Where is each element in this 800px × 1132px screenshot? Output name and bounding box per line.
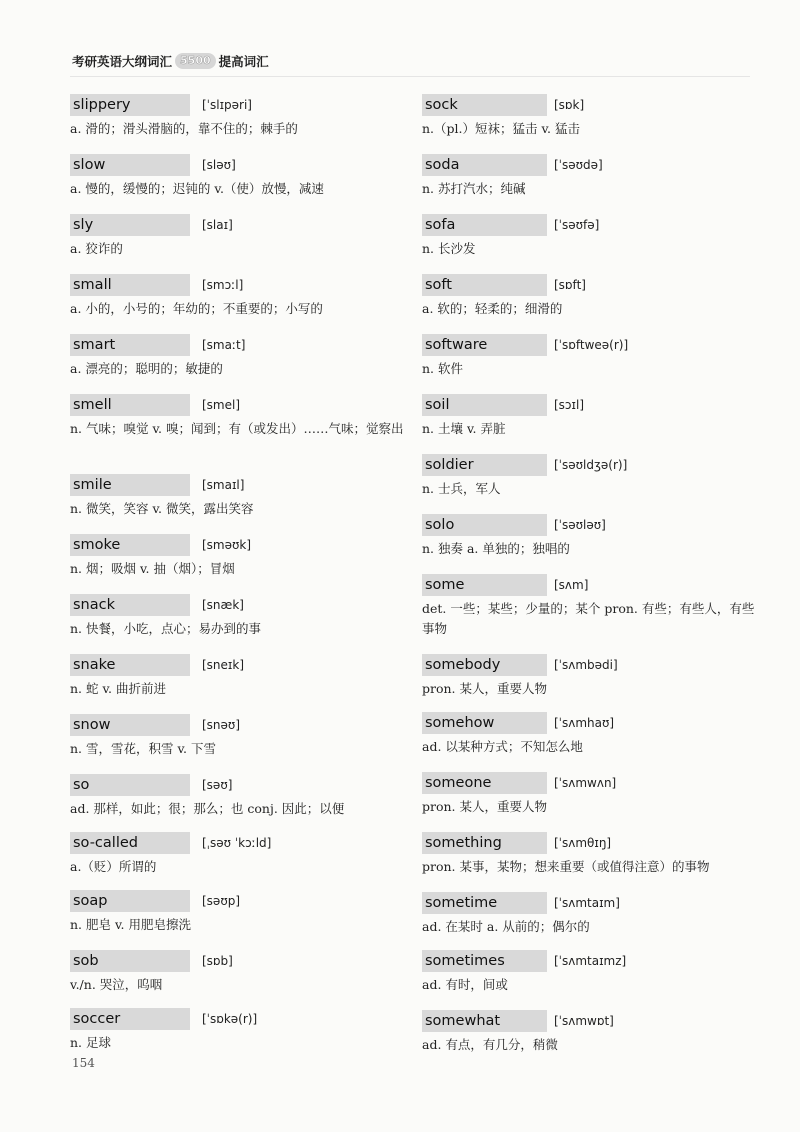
word-entry-some	[422, 574, 757, 639]
phonetic: [smaɪl]	[202, 478, 245, 492]
word-entry-slow	[70, 154, 405, 199]
headword: smell	[70, 394, 190, 416]
word-row	[422, 514, 757, 536]
word-row	[70, 774, 405, 796]
header-title-left: 考研英语大纲词汇	[72, 54, 173, 69]
word-entry-so	[70, 774, 405, 819]
word-row	[422, 214, 757, 236]
headword: somehow	[422, 712, 547, 734]
word-entry-somebody	[422, 654, 757, 699]
header-title-right: 提高词汇	[218, 54, 269, 69]
word-entry-somewhat	[422, 1010, 757, 1055]
word-entry-slippery	[70, 94, 405, 139]
word-row	[422, 454, 757, 476]
definition: ad. 以某种方式；不知怎么地	[422, 739, 583, 754]
word-entry-small	[70, 274, 405, 319]
word-row	[422, 574, 757, 596]
word-row	[70, 274, 405, 296]
headword: somewhat	[422, 1010, 547, 1032]
headword: sometime	[422, 892, 547, 914]
definition: ad. 在某时 a. 从前的；偶尔的	[422, 919, 590, 934]
headword: smoke	[70, 534, 190, 556]
definition: n. 蛇 v. 曲折前进	[70, 681, 166, 696]
word-entry-soft	[422, 274, 757, 319]
word-row	[70, 654, 405, 676]
headword: something	[422, 832, 547, 854]
word-row	[70, 154, 405, 176]
word-row	[70, 474, 405, 496]
word-entry-solo	[422, 514, 757, 559]
phonetic: [smel]	[202, 398, 241, 412]
headword: sob	[70, 950, 190, 972]
phonetic: [ˈsʌmtaɪmz]	[554, 954, 627, 968]
word-entry-smile	[70, 474, 405, 519]
word-row	[70, 394, 405, 416]
phonetic: [ˈsɒftweə(r)]	[554, 338, 629, 352]
phonetic: [smɔːl]	[202, 278, 244, 292]
headword: so	[70, 774, 190, 796]
definition: a. 慢的，缓慢的；迟钝的 v.（使）放慢，减速	[70, 181, 324, 196]
phonetic: [sʌm]	[554, 578, 589, 592]
definition: ad. 有点，有几分，稍微	[422, 1037, 558, 1052]
word-entry-soldier	[422, 454, 757, 499]
definition: pron. 某事，某物；想来重要（或值得注意）的事物	[422, 859, 710, 874]
word-entry-snack	[70, 594, 405, 639]
word-row	[422, 654, 757, 676]
phonetic: [ˈsəʊləʊ]	[554, 518, 606, 532]
headword: soda	[422, 154, 547, 176]
word-entry-smoke	[70, 534, 405, 579]
word-row	[70, 832, 405, 854]
word-entry-sly	[70, 214, 405, 259]
word-row	[70, 534, 405, 556]
phonetic: [ˈslɪpəri]	[202, 98, 252, 112]
phonetic: [sɒb]	[202, 954, 233, 968]
page-number: 154	[72, 1056, 95, 1070]
word-entry-sometime	[422, 892, 757, 937]
definition: a. 滑的；滑头滑脑的，靠不住的；棘手的	[70, 121, 298, 136]
definition: n. 快餐，小吃，点心；易办到的事	[70, 621, 261, 636]
phonetic: [ˈsɒkə(r)]	[202, 1012, 258, 1026]
definition: n. 长沙发	[422, 241, 476, 256]
word-entry-soil	[422, 394, 757, 439]
header-badge: 5500	[175, 53, 216, 69]
phonetic: [ˌsəʊ ˈkɔːld]	[202, 836, 272, 850]
definition: v./n. 哭泣，呜咽	[70, 977, 163, 992]
headword: slow	[70, 154, 190, 176]
phonetic: [sməʊk]	[202, 538, 252, 552]
word-entry-so-called	[70, 832, 405, 877]
headword: sometimes	[422, 950, 547, 972]
word-entry-someone	[422, 772, 757, 817]
word-row	[422, 154, 757, 176]
definition: n. 足球	[70, 1035, 111, 1050]
word-row	[422, 892, 757, 914]
word-entry-sock	[422, 94, 757, 139]
phonetic: [ˈsəʊfə]	[554, 218, 600, 232]
word-row	[422, 274, 757, 296]
headword: sly	[70, 214, 190, 236]
definition: ad. 有时，间或	[422, 977, 508, 992]
phonetic: [sɒft]	[554, 278, 586, 292]
word-entry-smart	[70, 334, 405, 379]
definition: pron. 某人，重要人物	[422, 799, 548, 814]
phonetic: [ˈsʌmtaɪm]	[554, 896, 620, 910]
definition: ad. 那样，如此；很；那么；也 conj. 因此；以便	[70, 801, 345, 816]
word-row	[422, 950, 757, 972]
header-rule	[70, 76, 750, 77]
definition: n. 微笑，笑容 v. 微笑，露出笑容	[70, 501, 254, 516]
headword: slippery	[70, 94, 190, 116]
definition: a.（贬）所谓的	[70, 859, 157, 874]
word-entry-smell	[70, 394, 405, 439]
word-row	[422, 94, 757, 116]
headword: software	[422, 334, 547, 356]
headword: some	[422, 574, 547, 596]
headword: snake	[70, 654, 190, 676]
phonetic: [ˈsəʊldʒə(r)]	[554, 458, 628, 472]
definition: a. 软的；轻柔的；细滑的	[422, 301, 563, 316]
headword: someone	[422, 772, 547, 794]
word-row	[422, 394, 757, 416]
word-row	[422, 772, 757, 794]
word-entry-sometimes	[422, 950, 757, 995]
word-entry-snow	[70, 714, 405, 759]
word-row	[70, 714, 405, 736]
headword: smart	[70, 334, 190, 356]
word-row	[70, 214, 405, 236]
word-entry-sofa	[422, 214, 757, 259]
word-entry-sob	[70, 950, 405, 995]
definition: n. 肥皂 v. 用肥皂擦洗	[70, 917, 191, 932]
phonetic: [sɒk]	[554, 98, 585, 112]
phonetic: [ˈsʌmθɪŋ]	[554, 836, 612, 850]
definition: n. 雪，雪花，积雪 v. 下雪	[70, 741, 216, 756]
word-entry-soccer	[70, 1008, 405, 1053]
headword: soldier	[422, 454, 547, 476]
word-entry-somehow	[422, 712, 757, 757]
word-row	[70, 1008, 405, 1030]
definition: n.（pl.）短袜；猛击 v. 猛击	[422, 121, 580, 136]
word-row	[70, 950, 405, 972]
definition: pron. 某人，重要人物	[422, 681, 548, 696]
word-entry-soda	[422, 154, 757, 199]
phonetic: [ˈsʌmwɒt]	[554, 1014, 614, 1028]
headword: soft	[422, 274, 547, 296]
headword: snow	[70, 714, 190, 736]
word-row	[70, 334, 405, 356]
headword: so-called	[70, 832, 190, 854]
phonetic: [ˈsəʊdə]	[554, 158, 603, 172]
headword: somebody	[422, 654, 547, 676]
phonetic: [snæk]	[202, 598, 244, 612]
definition: a. 狡诈的	[70, 241, 123, 256]
word-row	[70, 94, 405, 116]
definition: n. 土壤 v. 弄脏	[422, 421, 506, 436]
phonetic: [ˈsʌmwʌn]	[554, 776, 617, 790]
word-entry-something	[422, 832, 757, 877]
headword: sock	[422, 94, 547, 116]
word-row	[422, 1010, 757, 1032]
definition: n. 苏打汽水；纯碱	[422, 181, 526, 196]
word-row	[70, 594, 405, 616]
headword: soccer	[70, 1008, 190, 1030]
definition: n. 软件	[422, 361, 463, 376]
page-header	[72, 52, 269, 70]
headword: soil	[422, 394, 547, 416]
definition: n. 独奏 a. 单独的；独唱的	[422, 541, 570, 556]
phonetic: [ˈsʌmbədi]	[554, 658, 618, 672]
word-row	[422, 334, 757, 356]
word-row	[422, 712, 757, 734]
headword: snack	[70, 594, 190, 616]
definition: a. 漂亮的；聪明的；敏捷的	[70, 361, 223, 376]
phonetic: [sləʊ]	[202, 158, 236, 172]
phonetic: [slaɪ]	[202, 218, 233, 232]
word-entry-snake	[70, 654, 405, 699]
word-row	[422, 832, 757, 854]
definition: n. 士兵，军人	[422, 481, 501, 496]
headword: solo	[422, 514, 547, 536]
headword: sofa	[422, 214, 547, 236]
headword: smile	[70, 474, 190, 496]
definition: a. 小的，小号的；年幼的；不重要的；小写的	[70, 301, 323, 316]
definition: n. 烟；吸烟 v. 抽（烟）；冒烟	[70, 561, 235, 576]
headword: soap	[70, 890, 190, 912]
phonetic: [sneɪk]	[202, 658, 245, 672]
phonetic: [ˈsʌmhaʊ]	[554, 716, 615, 730]
phonetic: [smaːt]	[202, 338, 246, 352]
headword: small	[70, 274, 190, 296]
word-entry-soap	[70, 890, 405, 935]
definition: n. 气味；嗅觉 v. 嗅；闻到；有（或发出）……气味；觉察出	[70, 421, 404, 436]
phonetic: [snəʊ]	[202, 718, 241, 732]
phonetic: [sɔɪl]	[554, 398, 584, 412]
word-row	[70, 890, 405, 912]
phonetic: [səʊ]	[202, 778, 233, 792]
phonetic: [səʊp]	[202, 894, 241, 908]
definition: det. 一些；某些；少量的；某个 pron. 有些；有些人，有些事物	[422, 601, 755, 636]
word-entry-software	[422, 334, 757, 379]
